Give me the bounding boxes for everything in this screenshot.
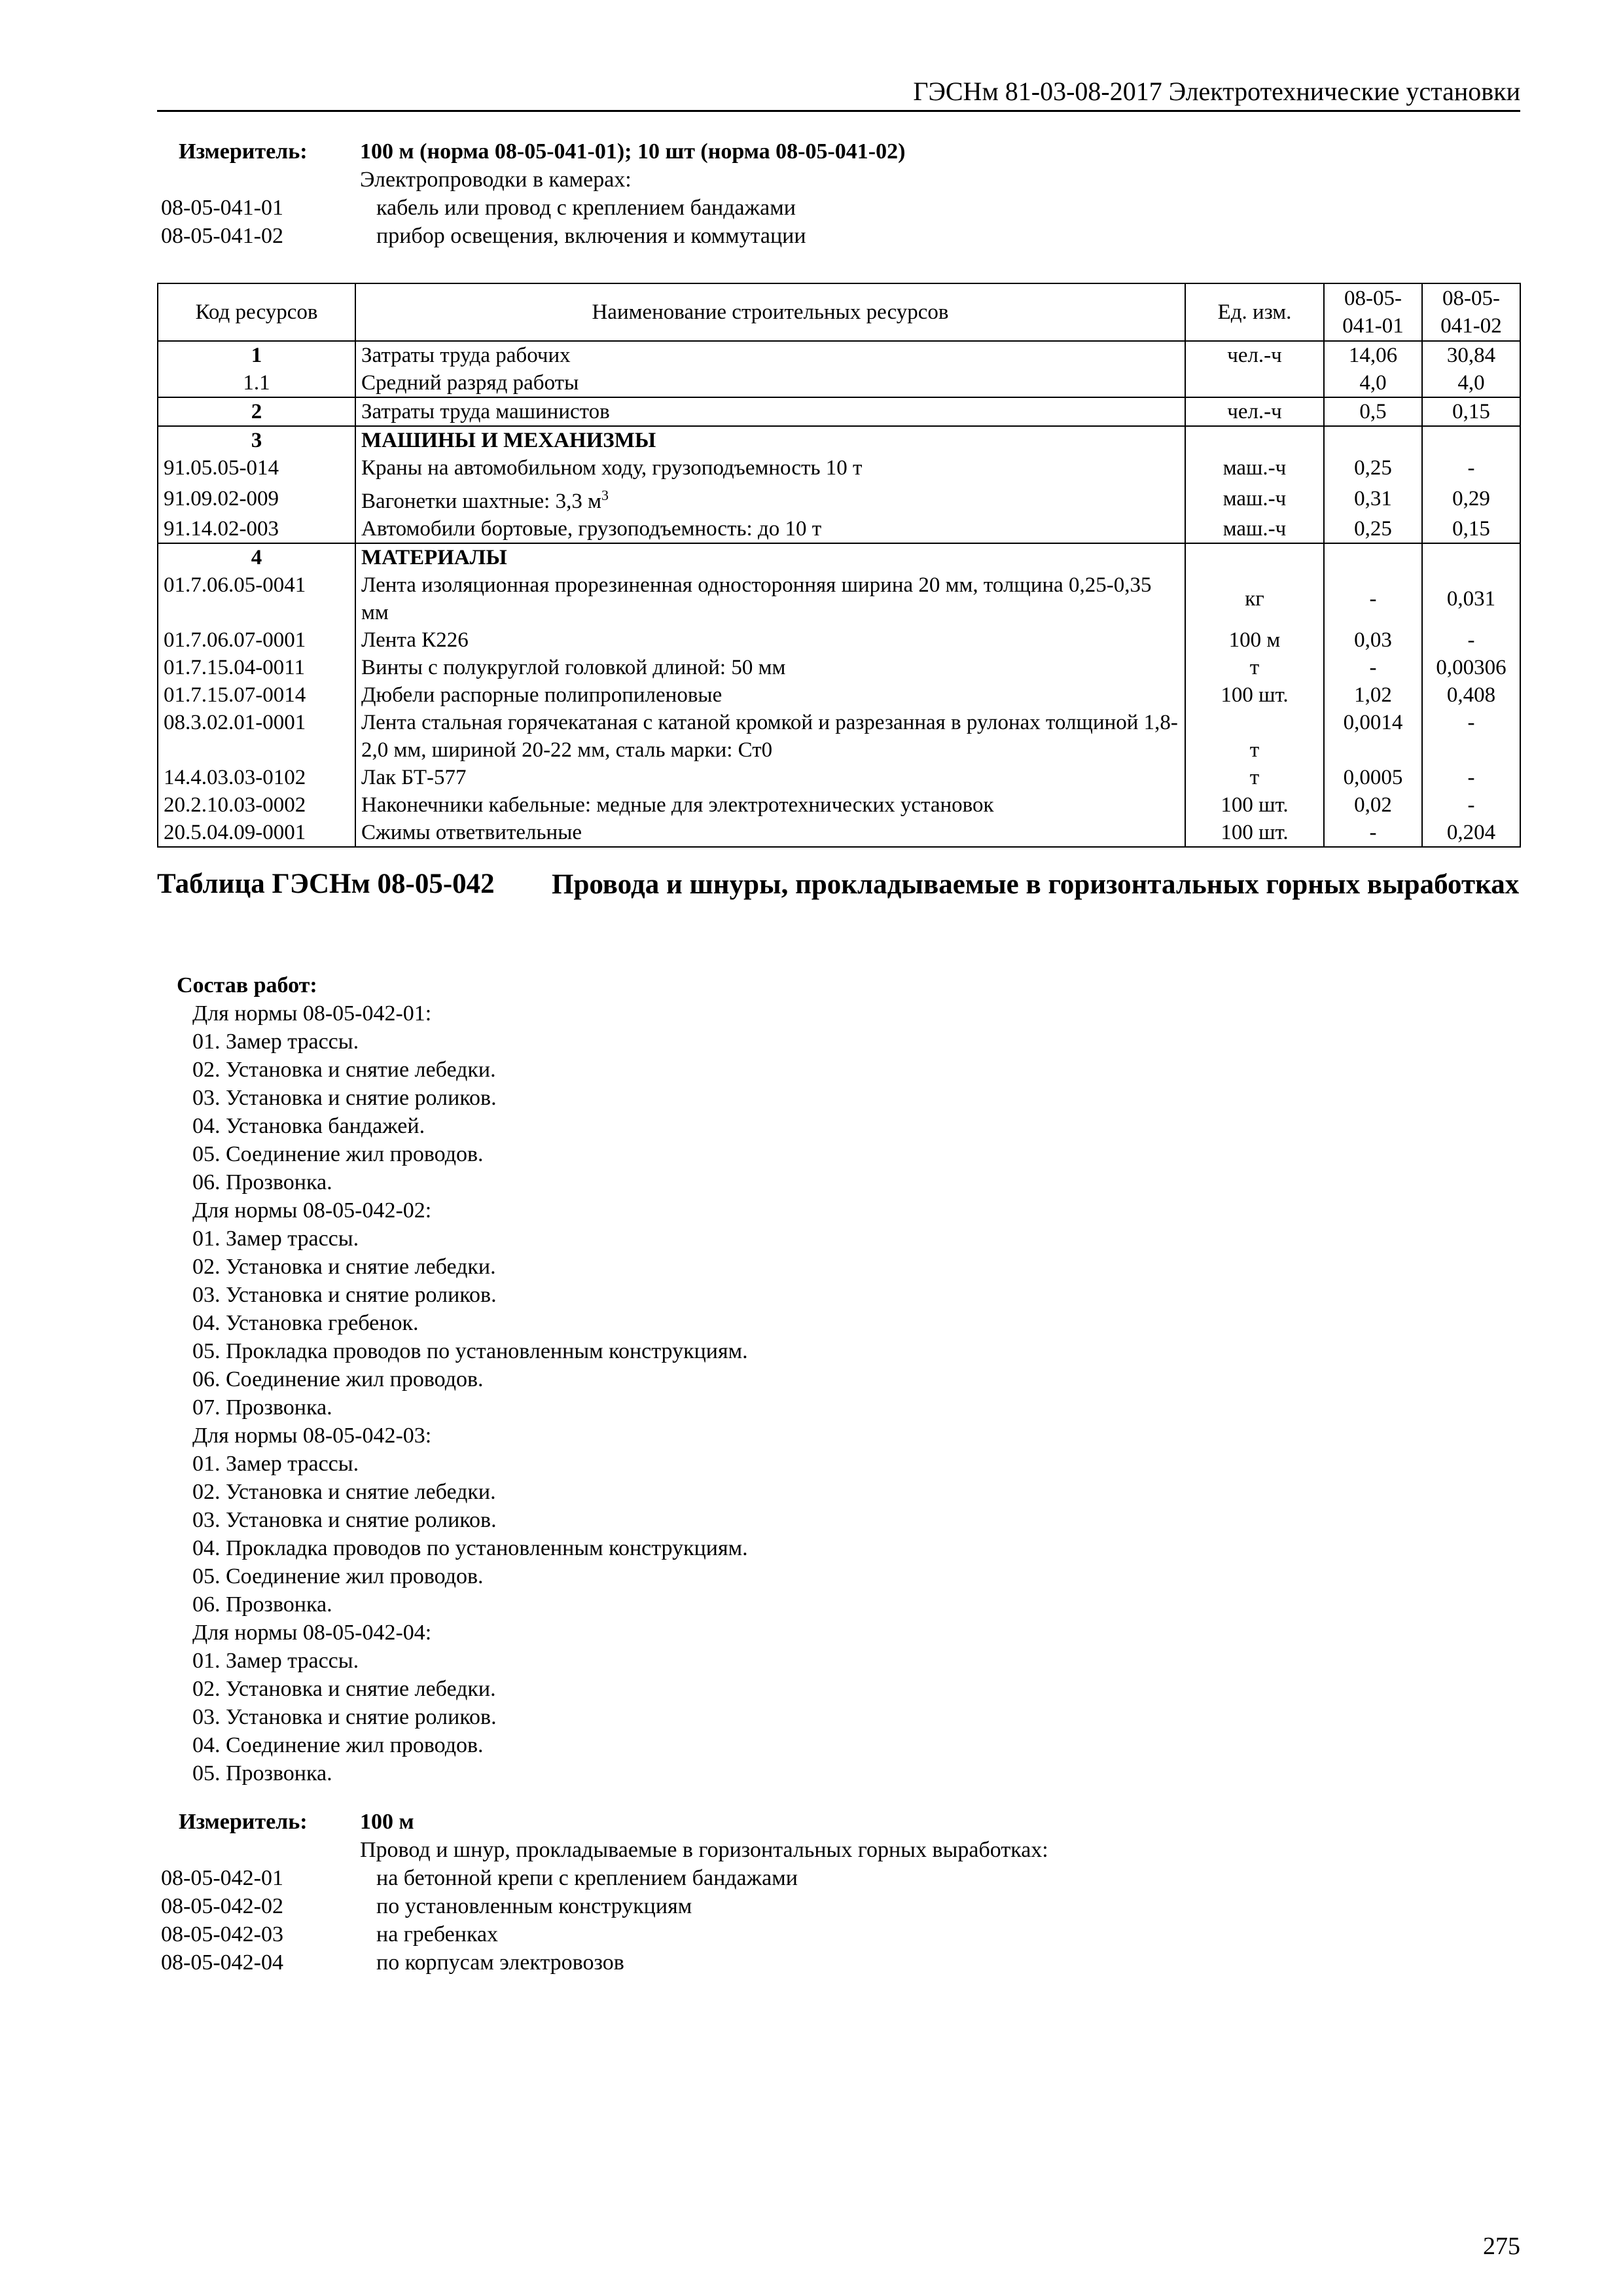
cell-name-text: Вагонетки шахтные: 3,3 м [361,490,601,513]
cell-v1: 0,25 [1324,515,1422,543]
meter-label: Измеритель: [179,139,308,164]
header-unit: Ед. изм. [1185,283,1324,341]
cell-v1 [1324,426,1422,454]
table-row [158,654,1520,681]
cell-code: 91.05.05-014 [158,454,355,482]
cell-code: 01.7.06.07-0001 [158,626,355,654]
meter-description: Провод и шнур, прокладываемые в горизонтальных горных выработках: [360,1838,1048,1862]
header-name: Наименование строительных ресурсов [355,283,1185,341]
cell-name: Дюбели распорные полипропиленовые [355,681,1185,709]
cell-name: Лента К226 [355,626,1185,654]
cell-unit [1185,369,1324,397]
works-line: 05. Прокладка проводов по установленным конструкциям. [192,1339,748,1363]
table-name: Провода и шнуры, прокладываемые в горизонтальных горных выработках [552,869,1520,900]
cell-code: 1.1 [158,369,355,397]
cell-code: 1 [158,341,355,369]
table-row [158,571,1520,626]
cell-v1: 4,0 [1324,369,1422,397]
cell-v2: 30,84 [1422,341,1520,369]
norm-code: 08-05-042-02 [161,1894,283,1918]
works-line: 01. Замер трассы. [192,1649,359,1673]
works-line: 03. Установка и снятие роликов. [192,1086,497,1110]
cell-code: 4 [158,543,355,571]
norm-text: прибор освещения, включения и коммутации [376,224,806,248]
table-row [158,709,1520,764]
table-row [158,819,1520,847]
cell-v1: 14,06 [1324,341,1422,369]
cell-name: МАШИНЫ И МЕХАНИЗМЫ [355,426,1185,454]
works-composition [177,971,748,1787]
meter-item [157,1892,1520,1920]
header-col2: 08-05-041-02 [1422,283,1520,341]
cell-v2: 0,00306 [1422,654,1520,681]
table-label: Таблица ГЭСНм 08-05-042 [157,869,495,899]
cell-v2 [1422,426,1520,454]
works-line: 01. Замер трассы. [192,1227,359,1251]
cell-unit: маш.-ч [1185,454,1324,482]
meter-value: 100 м (норма 08-05-041-01); 10 шт (норма 08-05-041-02) [360,139,906,164]
cell-v1: 1,02 [1324,681,1422,709]
works-line: 05. Соединение жил проводов. [192,1142,484,1166]
cell-v1: 0,02 [1324,791,1422,819]
norm-code: 08-05-042-03 [161,1922,283,1946]
norm-text: по установленным конструкциям [376,1894,692,1918]
cell-v1: 0,03 [1324,626,1422,654]
cell-code: 01.7.06.05-0041 [158,571,355,626]
cell-code: 91.14.02-003 [158,515,355,543]
works-title: Состав работ: [177,973,317,997]
norm-text: по корпусам электровозов [376,1950,624,1975]
cell-v1: 0,5 [1324,397,1422,426]
cell-name: МАТЕРИАЛЫ [355,543,1185,571]
cell-name: Сжимы ответвительные [355,819,1185,847]
cell-v1: - [1324,819,1422,847]
works-line: 05. Прозвонка. [192,1761,332,1785]
table-row [158,681,1520,709]
cell-v2: - [1422,626,1520,654]
cell-unit: 100 шт. [1185,681,1324,709]
superscript: 3 [601,487,609,503]
norm-text: на гребенках [376,1922,499,1946]
header-title: ГЭСНм 81-03-08-2017 Электротехнические установки [913,77,1520,106]
cell-name: Наконечники кабельные: медные для электротехнических установок [355,791,1185,819]
cell-name: Затраты труда машинистов [355,397,1185,426]
table-row [158,764,1520,791]
cell-v2: 0,408 [1422,681,1520,709]
cell-v2: - [1422,709,1520,764]
works-line: 02. Установка и снятие лебедки. [192,1677,496,1701]
meter-value: 100 м [360,1810,414,1834]
cell-unit: маш.-ч [1185,482,1324,515]
cell-unit: т [1185,764,1324,791]
cell-v1: - [1324,571,1422,626]
cell-unit: чел.-ч [1185,341,1324,369]
cell-name: Лак БТ-577 [355,764,1185,791]
header-code: Код ресурсов [158,283,355,341]
cell-unit: т [1185,709,1324,764]
table-row [158,369,1520,397]
cell-code: 08.3.02.01-0001 [158,709,355,764]
cell-name: Винты с полукруглой головкой длиной: 50 мм [355,654,1185,681]
cell-v1 [1324,543,1422,571]
works-line: 02. Установка и снятие лебедки. [192,1058,496,1082]
cell-code: 91.09.02-009 [158,482,355,515]
cell-v2: - [1422,454,1520,482]
table-row [158,626,1520,654]
works-line: 02. Установка и снятие лебедки. [192,1480,496,1504]
cell-v2: 0,15 [1422,397,1520,426]
meter-label: Измеритель: [179,1810,308,1834]
works-line: 01. Замер трассы. [192,1452,359,1476]
cell-unit: чел.-ч [1185,397,1324,426]
cell-name: Лента стальная горячекатаная с катаной кромкой и разрезанная в рулонах толщиной 1,8-2,0 мм, шириной 20-22 мм, сталь марки: Ст0 [355,709,1185,764]
cell-name [355,482,1185,515]
cell-v1: 0,31 [1324,482,1422,515]
cell-code: 20.5.04.09-0001 [158,819,355,847]
cell-v2: 0,204 [1422,819,1520,847]
cell-name: Лента изоляционная прорезиненная односторонняя ширина 20 мм, толщина 0,25-0,35 мм [355,571,1185,626]
cell-unit [1185,426,1324,454]
norm-code: 08-05-041-02 [161,224,283,248]
table-row [158,426,1520,454]
table-row [158,543,1520,571]
table-row [158,341,1520,369]
works-line: 06. Соединение жил проводов. [192,1367,484,1391]
cell-v2: 0,031 [1422,571,1520,626]
cell-code: 20.2.10.03-0002 [158,791,355,819]
cell-name: Краны на автомобильном ходу, грузоподъемность 10 т [355,454,1185,482]
cell-name: Затраты труда рабочих [355,341,1185,369]
cell-v1: 0,0005 [1324,764,1422,791]
meter-item [157,1920,1520,1948]
meter-block-2 [157,1808,1520,1977]
works-line: 07. Прозвонка. [192,1395,332,1420]
works-line: 03. Установка и снятие роликов. [192,1508,497,1532]
works-line: 04. Установка гребенок. [192,1311,419,1335]
works-line: 02. Установка и снятие лебедки. [192,1255,496,1279]
works-line: Для нормы 08-05-042-02: [192,1198,432,1223]
meter-item [157,222,1520,250]
norm-code: 08-05-042-01 [161,1866,283,1890]
meter-item [157,194,1520,222]
works-line: Для нормы 08-05-042-01: [192,1001,432,1026]
header-col1: 08-05-041-01 [1324,283,1422,341]
cell-v2 [1422,543,1520,571]
table-row [158,515,1520,543]
cell-v2: 0,29 [1422,482,1520,515]
works-line: 04. Установка бандажей. [192,1114,425,1138]
meter-item [157,1864,1520,1892]
cell-name: Автомобили бортовые, грузоподъемность: до 10 т [355,515,1185,543]
cell-code: 14.4.03.03-0102 [158,764,355,791]
meter-block-1 [157,137,1520,250]
table-row [158,397,1520,426]
table-row [158,482,1520,515]
works-line: 06. Прозвонка. [192,1170,332,1194]
works-line: 05. Соединение жил проводов. [192,1564,484,1588]
works-line: Для нормы 08-05-042-03: [192,1424,432,1448]
cell-v1: 0,0014 [1324,709,1422,764]
norm-code: 08-05-042-04 [161,1950,283,1975]
norm-text: кабель или провод с креплением бандажами [376,196,796,220]
cell-code: 2 [158,397,355,426]
page-number: 275 [1483,2233,1520,2260]
cell-unit: 100 шт. [1185,791,1324,819]
cell-unit: маш.-ч [1185,515,1324,543]
page-header [157,73,1520,112]
cell-unit: 100 м [1185,626,1324,654]
works-line: Для нормы 08-05-042-04: [192,1621,432,1645]
meter-description: Электропроводки в камерах: [360,168,632,192]
table-header-row [158,283,1520,341]
cell-unit: 100 шт. [1185,819,1324,847]
cell-unit: кг [1185,571,1324,626]
works-line: 04. Прокладка проводов по установленным конструкциям. [192,1536,748,1560]
norm-text: на бетонной крепи с креплением бандажами [376,1866,798,1890]
meter-item [157,1948,1520,1977]
cell-unit: т [1185,654,1324,681]
resources-table [157,283,1521,848]
cell-v2: 4,0 [1422,369,1520,397]
cell-code: 01.7.15.04-0011 [158,654,355,681]
norm-code: 08-05-041-01 [161,196,283,220]
cell-v1: - [1324,654,1422,681]
cell-v2: - [1422,764,1520,791]
cell-v1: 0,25 [1324,454,1422,482]
cell-unit [1185,543,1324,571]
cell-v2: 0,15 [1422,515,1520,543]
table-row [158,791,1520,819]
table-row [158,454,1520,482]
cell-code: 3 [158,426,355,454]
works-line: 01. Замер трассы. [192,1030,359,1054]
works-line: 06. Прозвонка. [192,1592,332,1617]
works-line: 04. Соединение жил проводов. [192,1733,484,1757]
works-line: 03. Установка и снятие роликов. [192,1705,497,1729]
cell-code: 01.7.15.07-0014 [158,681,355,709]
works-line: 03. Установка и снятие роликов. [192,1283,497,1307]
cell-name: Средний разряд работы [355,369,1185,397]
cell-v2: - [1422,791,1520,819]
